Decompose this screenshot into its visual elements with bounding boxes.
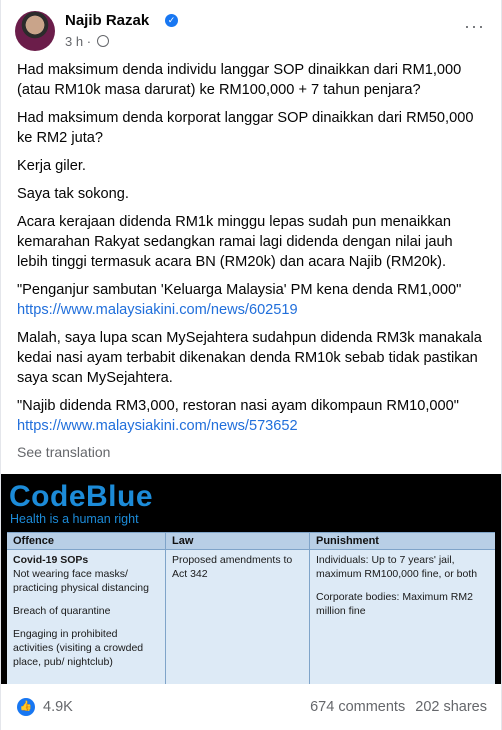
brand-logo: CodeBlue [9,480,154,513]
quote-block [17,280,487,320]
punishment-table [7,532,495,684]
paragraph: Malah, saya lupa scan MySejahtera sudahpun didenda RM3k manakala kedai nasi ayam terbabit dikenakan denda RM10k sebab tidak pastikan saya scan MySejahtera. [17,330,482,386]
offence-item: Not wearing face masks/ practicing physical distancing [13,568,149,594]
quote-block [17,396,487,436]
header-punishment: Punishment [310,533,495,550]
header-law: Law [166,533,309,550]
share-count[interactable]: 202 shares [415,699,487,715]
comment-count[interactable]: 674 comments [310,699,406,715]
paragraph: Kerja giler. [17,158,86,174]
paragraph: Had maksimum denda individu langgar SOP dinaikkan dari RM1,000 (atau RM10k masa darurat) ke RM100,000 + 7 tahun penjara? [17,62,462,98]
codeblue-banner [1,474,501,526]
paragraph: Acara kerajaan didenda RM1k minggu lepas sudah pun menaikkan kemarahan Rakyat sedangkan ramai lagi didenda dengan nilai jauh lebih tinggi termasuk acara BN (RM20k) dan acara Najib (RM20k). [17,214,453,270]
post-time[interactable]: 3 h [65,34,84,49]
paragraph: Had maksimum denda korporat langgar SOP dinaikkan dari RM50,000 ke RM2 juta? [17,110,474,146]
post-footer [17,696,487,724]
news-link[interactable]: https://www.malaysiakini.com/news/573652 [17,418,298,434]
post-header [15,10,487,54]
author-name[interactable]: Najib Razak [65,12,150,29]
offence-item: Engaging in prohibited activities (visiting a crowded place, pub/ nightclub) [13,628,144,668]
quote-text: "Najib didenda RM3,000, restoran nasi ayam dikompaun RM10,000" [17,398,459,414]
offence-item: Breach of quarantine [13,605,111,617]
more-options-icon[interactable]: ··· [464,16,485,36]
punishment-item: Individuals: Up to 7 years' jail, maximum RM100,000 fine, or both [316,554,478,580]
law-text: Proposed amendments to Act 342 [172,554,293,580]
see-translation-link[interactable]: See translation [17,444,111,460]
paragraph: Saya tak sokong. [17,186,129,202]
header-offence: Offence [7,533,165,550]
quote-text: "Penganjur sambutan 'Keluarga Malaysia' PM kena denda RM1,000" [17,282,462,298]
time-separator: · [86,34,92,49]
post-image[interactable] [1,474,501,684]
avatar[interactable] [15,11,55,51]
reaction-count[interactable]: 4.9K [43,699,73,715]
offence-cell [7,553,159,678]
like-icon[interactable]: 👍 [17,698,35,716]
globe-icon [97,35,109,47]
verified-icon: ✓ [165,14,178,27]
offence-title: Covid-19 SOPs [13,554,89,566]
punishment-cell [310,553,491,627]
law-cell [166,553,307,590]
brand-tagline: Health is a human right [10,512,139,526]
engagement-counts [304,699,487,715]
punishment-item: Corporate bodies: Maximum RM2 million fine [316,591,473,617]
news-link[interactable]: https://www.malaysiakini.com/news/602519 [17,302,298,318]
post-meta [65,34,109,49]
post-text [17,60,487,444]
